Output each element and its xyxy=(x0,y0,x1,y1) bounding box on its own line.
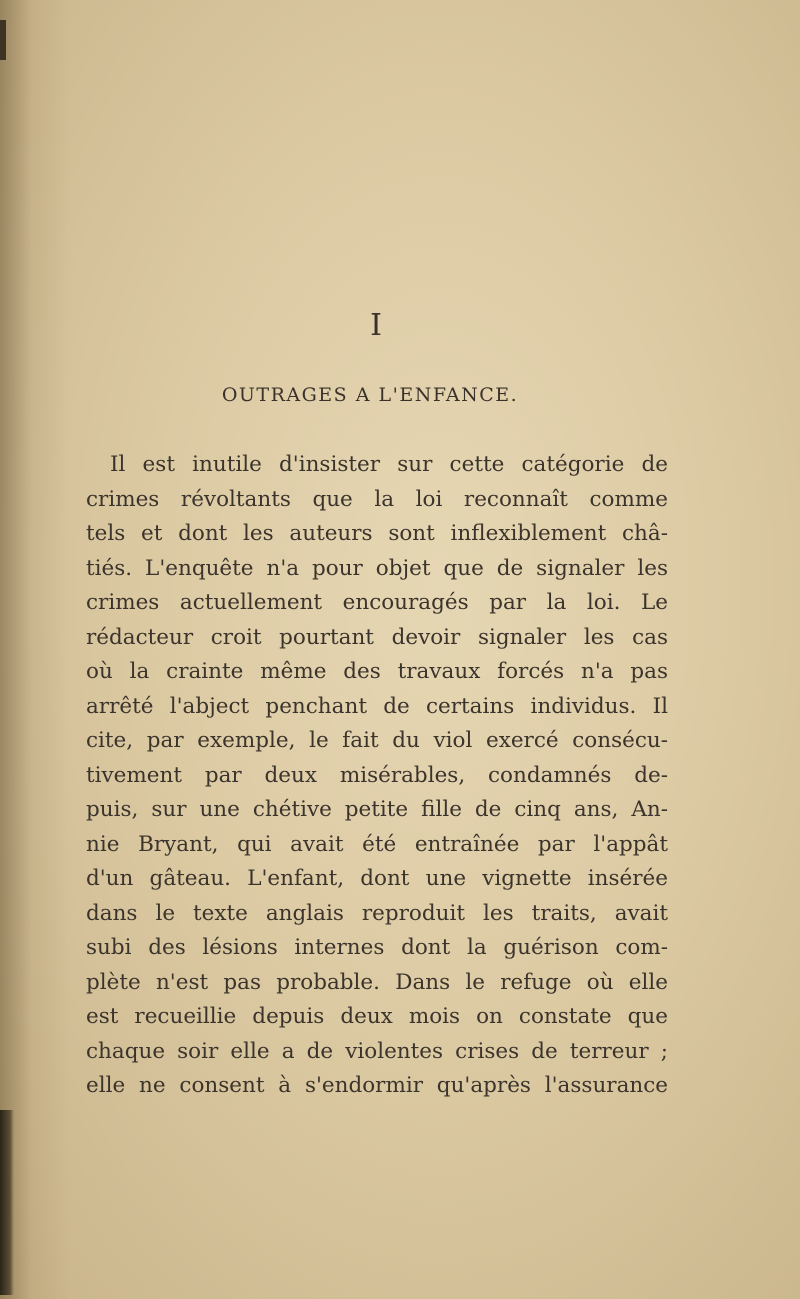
text-line: elle ne consent à s'endormir qu'après l'assurance xyxy=(86,1073,668,1098)
binding-shadow xyxy=(0,1110,14,1295)
text-line: Il est inutile d'insister sur cette catégorie de xyxy=(110,452,668,477)
text-line: tels et dont les auteurs sont inflexiblement châ- xyxy=(86,521,668,546)
text-line: cite, par exemple, le fait du viol exercé consécu- xyxy=(86,728,668,753)
text-line: est recueillie depuis deux mois on constate que xyxy=(86,1004,668,1029)
text-line: puis, sur une chétive petite fille de cinq ans, An- xyxy=(86,797,668,822)
binding-edge-mark xyxy=(0,20,6,60)
text-line: crimes révoltants que la loi reconnaît comme xyxy=(86,486,668,512)
text-line: plète n'est pas probable. Dans le refuge où elle xyxy=(86,969,668,995)
text-line: chaque soir elle a de violentes crises de terreur ; xyxy=(86,1038,668,1064)
text-line: tiés. L'enquête n'a pour objet que de signaler les xyxy=(86,555,668,581)
text-line: tivement par deux misérables, condamnés de- xyxy=(86,762,668,788)
body-paragraph xyxy=(86,448,668,1104)
chapter-number: I xyxy=(370,308,382,343)
text-line: arrêté l'abject penchant de certains individus. Il xyxy=(86,693,668,719)
text-line: où la crainte même des travaux forcés n'a pas xyxy=(86,659,668,684)
text-line: dans le texte anglais reproduit les traits, avait xyxy=(86,900,668,926)
text-line: d'un gâteau. L'enfant, dont une vignette insérée xyxy=(86,866,668,891)
chapter-title: OUTRAGES A L'ENFANCE. xyxy=(221,384,519,406)
text-line: crimes actuellement encouragés par la loi. Le xyxy=(86,590,668,615)
text-line: subi des lésions internes dont la guérison com- xyxy=(86,935,668,960)
text-line: rédacteur croit pourtant devoir signaler les cas xyxy=(86,624,668,650)
text-line: nie Bryant, qui avait été entraînée par l'appât xyxy=(86,831,668,857)
